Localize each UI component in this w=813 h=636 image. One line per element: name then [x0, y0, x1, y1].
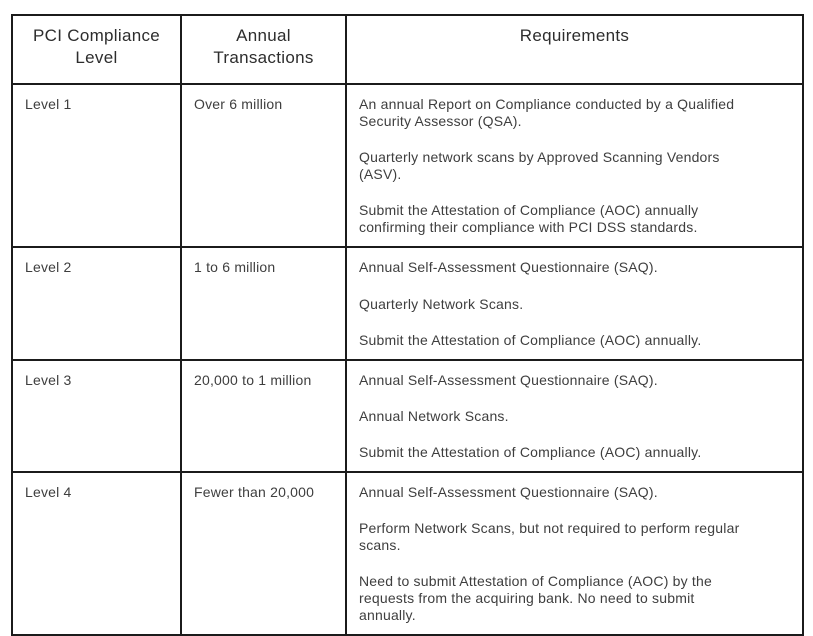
table-row-level-4 [12, 472, 803, 635]
requirement-paragraph: Quarterly Network Scans. [359, 295, 524, 312]
table-row-level-2 [12, 247, 803, 359]
column-header-label: PCI Compliance Level [32, 26, 161, 68]
column-header-label: Annual Transactions [213, 26, 314, 68]
requirement-paragraph: Annual Self-Assessment Questionnaire (SAQ). [359, 483, 658, 500]
cell-level: Level 2 [12, 247, 181, 359]
cell-level: Level 3 [12, 360, 181, 472]
cell-level: Level 4 [12, 472, 181, 635]
cell-level: Level 1 [12, 84, 181, 247]
cell-transactions: Over 6 million [181, 84, 346, 247]
cell-requirements [346, 247, 803, 359]
requirement-paragraph: Perform Network Scans, but not required to perform regular scans. [359, 520, 740, 554]
pci-compliance-table-container [11, 14, 804, 636]
requirement-paragraph: An annual Report on Compliance conducted by a Qualified Security Assessor (QSA). [359, 96, 735, 130]
cell-transactions: Fewer than 20,000 [181, 472, 346, 635]
table-row-level-1 [12, 84, 803, 247]
column-header-requirements [346, 15, 803, 84]
requirement-paragraph: Need to submit Attestation of Compliance (AOC) by the requests from the acquiring bank. No need to submit annually. [359, 573, 712, 624]
cell-requirements [346, 472, 803, 635]
table-header-row [12, 15, 803, 84]
pci-compliance-table [11, 14, 804, 636]
column-header-label: Requirements [519, 26, 630, 45]
requirement-paragraph: Annual Network Scans. [359, 407, 509, 424]
table-row-level-3 [12, 360, 803, 472]
requirement-paragraph: Annual Self-Assessment Questionnaire (SAQ). [359, 371, 658, 388]
cell-requirements [346, 360, 803, 472]
cell-requirements [346, 84, 803, 247]
requirement-paragraph: Submit the Attestation of Compliance (AOC) annually. [359, 443, 702, 460]
requirement-paragraph: Submit the Attestation of Compliance (AOC) annually confirming their compliance with PCI DSS standards. [359, 202, 699, 236]
requirement-paragraph: Quarterly network scans by Approved Scanning Vendors (ASV). [359, 149, 720, 183]
cell-transactions: 20,000 to 1 million [181, 360, 346, 472]
column-header-annual-transactions [181, 15, 346, 84]
requirement-paragraph: Submit the Attestation of Compliance (AOC) annually. [359, 331, 702, 348]
column-header-compliance-level [12, 15, 181, 84]
requirement-paragraph: Annual Self-Assessment Questionnaire (SAQ). [359, 259, 658, 276]
cell-transactions: 1 to 6 million [181, 247, 346, 359]
